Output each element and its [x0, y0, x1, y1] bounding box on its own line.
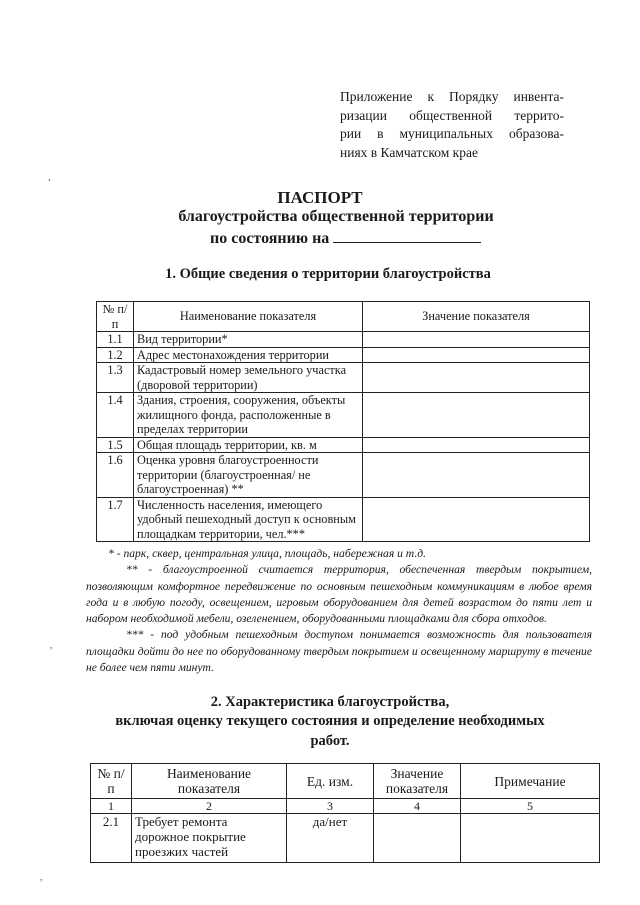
footnote-3: *** - под удобным пешеходным доступом понимается возможность для пользователя площадки дойти до нее по оборудованному твердым покрытием и освещенному маршруту в течение не более чем пяти минут. — [86, 628, 592, 675]
footnotes — [86, 546, 592, 676]
scan-mark: , — [48, 172, 51, 183]
table-row — [97, 332, 590, 348]
row-name: Вид территории* — [134, 332, 363, 348]
row-value[interactable] — [363, 497, 590, 542]
table-header-row — [91, 764, 600, 799]
appendix-line: Приложение к Порядку инвента- — [340, 89, 564, 104]
row-name: Общая площадь территории, кв. м — [134, 437, 363, 453]
row-value[interactable] — [363, 437, 590, 453]
table-row — [97, 437, 590, 453]
col-num-header: № п/п — [91, 764, 132, 799]
row-value[interactable] — [363, 393, 590, 438]
row-value[interactable] — [363, 347, 590, 363]
row-name: Здания, строения, сооружения, объекты жилищного фонда, расположенные в пределах территории — [134, 393, 363, 438]
document-subtitle: благоустройства общественной территории — [178, 208, 494, 225]
section2-heading-line1: 2. Характеристика благоустройства, — [210, 694, 450, 710]
col-unit-header: Ед. изм. — [287, 764, 374, 799]
col-value-header: Значение показателя — [363, 302, 590, 332]
row-num: 2.1 — [91, 814, 132, 863]
appendix-note — [340, 88, 564, 162]
col-note-header: Примечание — [461, 764, 600, 799]
table-row — [91, 814, 600, 863]
column-index: 4 — [374, 799, 461, 814]
date-blank-field[interactable] — [333, 228, 481, 243]
row-num: 1.6 — [97, 453, 134, 498]
section2-heading-line3: работ. — [310, 733, 350, 749]
appendix-line: ниях в Камчатском крае — [340, 144, 478, 160]
scan-mark: , — [40, 872, 43, 883]
col-name-header: Наименование показателя — [134, 302, 363, 332]
row-num: 1.2 — [97, 347, 134, 363]
row-name: Численность населения, имеющего удобный пешеходный доступ к основным площадкам территории, чел.*** — [134, 497, 363, 542]
row-num: 1.4 — [97, 393, 134, 438]
col-num-header: № п/п — [97, 302, 134, 332]
col-value-header: Значение показателя — [374, 764, 461, 799]
row-value[interactable] — [374, 814, 461, 863]
footnote-1: * - парк, сквер, центральная улица, площадь, набережная и т.д. — [108, 547, 426, 560]
row-num: 1.1 — [97, 332, 134, 348]
table-header-row — [97, 302, 590, 332]
document-date-line — [210, 228, 481, 248]
row-value[interactable] — [363, 363, 590, 393]
row-name: Адрес местонахождения территории — [134, 347, 363, 363]
column-index: 2 — [132, 799, 287, 814]
column-index: 1 — [91, 799, 132, 814]
date-label: по состоянию на — [210, 230, 330, 247]
document-title: ПАСПОРТ — [277, 188, 363, 207]
row-value[interactable] — [363, 332, 590, 348]
row-value[interactable] — [363, 453, 590, 498]
table-row — [97, 363, 590, 393]
row-name: Оценка уровня благоустроенности территории (благоустроенная/ не благоустроенная) ** — [134, 453, 363, 498]
row-name: Требует ремонта дорожное покрытие проезжих частей — [132, 814, 287, 863]
column-index-row — [91, 799, 600, 814]
scan-mark: , — [50, 640, 53, 651]
appendix-line: рии в муниципальных образова- — [340, 126, 564, 141]
table-row — [97, 347, 590, 363]
improvement-table — [90, 763, 600, 863]
row-num: 1.7 — [97, 497, 134, 542]
footnote-2: ** - благоустроенной считается территория, обеспеченная твердым покрытием, позволяющим комфортное передвижение по основным пешеходным коммуникациям в любое время года и в любую погоду, освещением, игровым оборудованием для детей возрастом до пяти лет и набором необходимой мебели, озеленением, оборудованными площадками для сбора отходов. — [86, 563, 592, 626]
general-info-table — [96, 301, 590, 542]
col-name-header: Наименование показателя — [132, 764, 287, 799]
row-num: 1.3 — [97, 363, 134, 393]
table-row — [97, 393, 590, 438]
table-row — [97, 497, 590, 542]
section2-heading-line2: включая оценку текущего состояния и определение необходимых — [115, 713, 545, 729]
row-name: Кадастровый номер земельного участка (дворовой территории) — [134, 363, 363, 393]
row-note[interactable] — [461, 814, 600, 863]
section1-heading: 1. Общие сведения о территории благоустройства — [165, 266, 491, 282]
row-unit: да/нет — [287, 814, 374, 863]
appendix-line: ризации общественной террито- — [340, 107, 564, 123]
table-row — [97, 453, 590, 498]
row-num: 1.5 — [97, 437, 134, 453]
column-index: 3 — [287, 799, 374, 814]
column-index: 5 — [461, 799, 600, 814]
